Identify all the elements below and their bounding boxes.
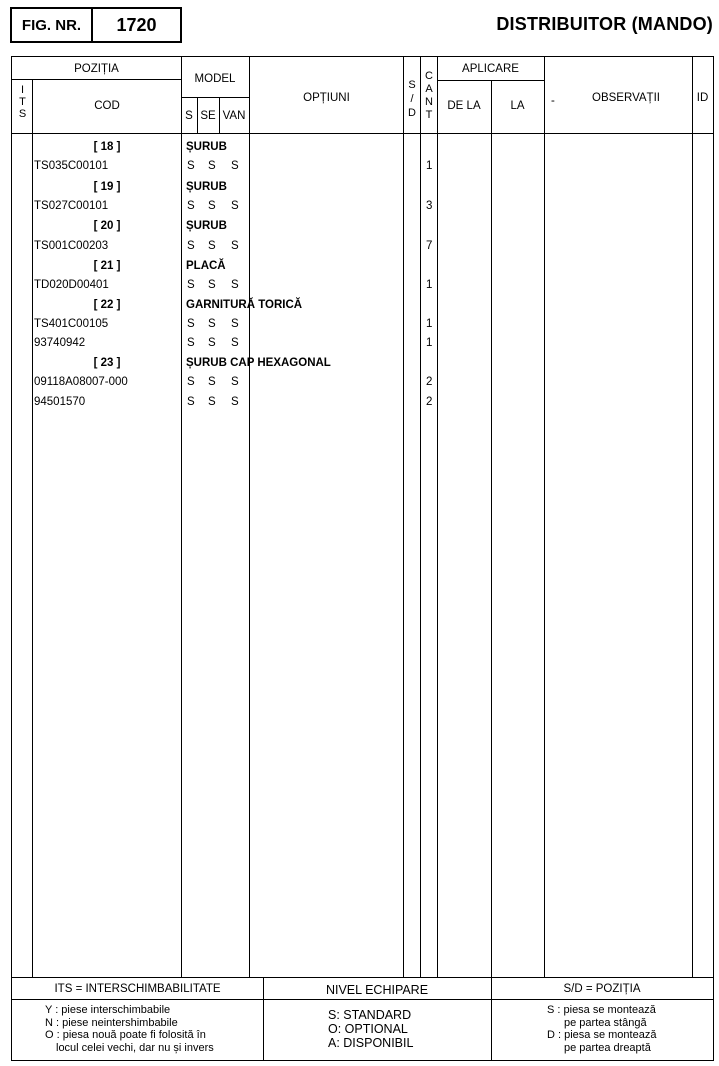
position-number: [ 22 ] — [93, 299, 121, 311]
obs-col-line — [692, 57, 693, 977]
model-s-value: S — [187, 200, 195, 212]
part-code: TS035C00101 — [34, 160, 109, 172]
cant-col-line — [437, 57, 438, 977]
model-se-value: S — [208, 200, 216, 212]
position-number: [ 19 ] — [93, 181, 121, 193]
dela-col-line — [491, 80, 492, 977]
quantity: 2 — [426, 376, 433, 388]
optiuni-header: OPȚIUNI — [303, 92, 350, 104]
figure-number: 1720 — [116, 14, 157, 35]
model-s-value: S — [187, 337, 195, 349]
page-title: DISTRIBUITOR (MANDO) — [496, 14, 713, 34]
parts-table — [11, 56, 714, 1061]
la-col-line — [544, 57, 545, 977]
quantity: 1 — [426, 279, 433, 291]
dela-header: DE LA — [447, 100, 481, 112]
model-se-value: S — [208, 279, 216, 291]
observatii-dash: - — [551, 95, 555, 107]
footer-title-line — [12, 999, 713, 1000]
part-code: TS027C00101 — [34, 200, 109, 212]
model-van-value: S — [231, 240, 239, 252]
part-code: 93740942 — [34, 337, 86, 349]
figure-number-box — [10, 7, 182, 43]
model-se-value: S — [208, 396, 216, 408]
pozitia-header: POZIȚIA — [74, 63, 119, 75]
nivel-legend-title: NIVEL ECHIPARE — [325, 983, 429, 997]
position-number: [ 21 ] — [93, 260, 121, 272]
model-s-value: S — [187, 240, 195, 252]
sd-legend-title: S/D = POZIȚIA — [563, 983, 641, 995]
part-name: ȘURUB — [186, 181, 227, 193]
model-se-header: SE — [200, 110, 216, 122]
model-divider — [181, 97, 249, 98]
id-header: ID — [696, 92, 709, 104]
position-number: [ 23 ] — [93, 357, 121, 369]
model-van-value: S — [231, 396, 239, 408]
model-se-value: S — [208, 318, 216, 330]
part-code: TD020D00401 — [34, 279, 109, 291]
model-se-value: S — [208, 160, 216, 172]
model-s-header: S — [185, 110, 193, 122]
model-se-value: S — [208, 376, 216, 388]
model-s-value: S — [187, 396, 195, 408]
quantity: 1 — [426, 160, 433, 172]
model-s-value: S — [187, 160, 195, 172]
part-code: 94501570 — [34, 396, 86, 408]
sd-legend: S : piesa se montează pe partea stângă D : piesa se montează pe partea dreaptă — [547, 1004, 657, 1054]
part-name: PLACĂ — [186, 260, 226, 272]
model-van-header: VAN — [222, 110, 246, 122]
model-se-value: S — [208, 240, 216, 252]
quantity: 2 — [426, 396, 433, 408]
quantity: 7 — [426, 240, 433, 252]
nivel-legend: S: STANDARD O: OPTIONAL A: DISPONIBIL — [328, 1008, 414, 1050]
model-van-value: S — [231, 337, 239, 349]
position-number: [ 18 ] — [93, 141, 121, 153]
footer-top-line — [12, 977, 713, 978]
optiuni-col-line — [403, 57, 404, 977]
part-name: ȘURUB CAP HEXAGONAL — [186, 357, 331, 369]
model-s-value: S — [187, 376, 195, 388]
sd-col-line — [420, 57, 421, 977]
model-se-value: S — [208, 337, 216, 349]
position-number: [ 20 ] — [93, 220, 121, 232]
part-code: 09118A08007-000 — [34, 376, 128, 388]
pozitia-divider — [12, 79, 181, 80]
its-legend: Y : piese interschimbabile N : piese neintershimbabile O : piesa nouă poate fi folosită în locul celei vechi, dar nu și invers — [45, 1004, 214, 1054]
model-van-value: S — [231, 200, 239, 212]
model-van-value: S — [231, 318, 239, 330]
aplicare-header: APLICARE — [462, 63, 519, 75]
model-van-value: S — [231, 160, 239, 172]
cod-col-line — [181, 57, 182, 977]
part-code: TS001C00203 — [34, 240, 109, 252]
model-van-value: S — [231, 279, 239, 291]
cod-header: COD — [94, 100, 120, 112]
model-van-value: S — [231, 376, 239, 388]
model-col-line — [249, 57, 250, 977]
quantity: 1 — [426, 337, 433, 349]
its-header: I T S — [18, 84, 27, 120]
part-name: ȘURUB — [186, 220, 227, 232]
model-s-value: S — [187, 279, 195, 291]
part-code: TS401C00105 — [34, 318, 109, 330]
its-legend-title: ITS = INTERSCHIMBABILITATE — [54, 983, 221, 995]
cant-header: C A N T — [425, 70, 433, 121]
model-header: MODEL — [194, 73, 236, 85]
quantity: 1 — [426, 318, 433, 330]
model-s-value: S — [187, 318, 195, 330]
sd-header: S / D — [408, 79, 416, 119]
its-col-line — [32, 79, 33, 977]
figure-label: FIG. NR. — [12, 9, 93, 41]
quantity: 3 — [426, 200, 433, 212]
part-name: ȘURUB — [186, 141, 227, 153]
observatii-header: OBSERVAȚII — [592, 92, 660, 104]
header-bottom-line — [12, 133, 713, 134]
la-header: LA — [510, 100, 525, 112]
part-name: GARNITURĂ TORICĂ — [186, 299, 303, 311]
